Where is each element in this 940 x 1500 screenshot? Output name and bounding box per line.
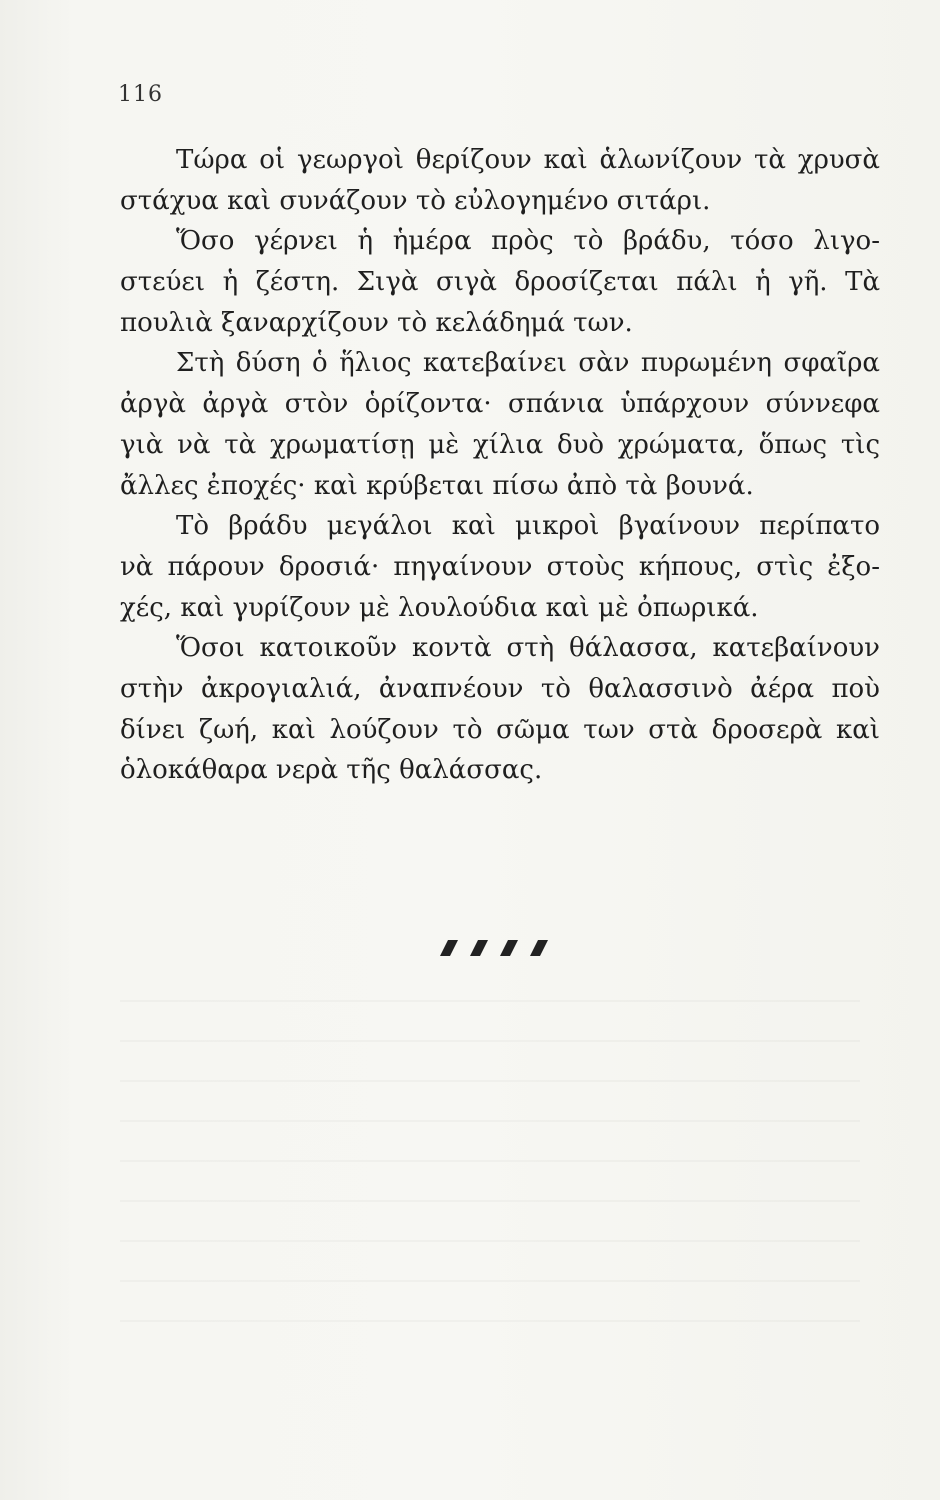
text-line: στὴν ἀκρογιαλιά, ἀναπνέουν τὸ θαλασσινὸ ἀέρα ποὺ xyxy=(120,673,880,704)
show-through-line xyxy=(120,1280,860,1282)
text-line: δίνει ζωή, καὶ λούζουν τὸ σῶμα των στὰ δροσερὰ καὶ xyxy=(120,714,880,745)
text-line: στάχυα καὶ συνάζουν τὸ εὐλογημένο σιτάρι. xyxy=(120,185,711,216)
text-line: χές, καὶ γυρίζουν μὲ λουλούδια καὶ μὲ ὀπωρικά. xyxy=(120,592,759,623)
show-through-line xyxy=(120,1320,860,1322)
show-through-line xyxy=(120,1160,860,1162)
text-line: νὰ πάρουν δροσιά· πηγαίνουν στοὺς κήπους, στὶς ἐξο- xyxy=(120,551,880,582)
text-line: στεύει ἡ ζέστη. Σιγὰ σιγὰ δροσίζεται πάλι ἡ γῆ. Τὰ xyxy=(120,267,880,298)
text-line: Στὴ δύση ὁ ἥλιος κατεβαίνει σὰν πυρωμένη σφαῖρα xyxy=(176,348,880,379)
show-through-line xyxy=(120,1040,860,1042)
text-line: ὁλοκάθαρα νερὰ τῆς θαλάσσας. xyxy=(120,755,543,786)
text-line: πουλιὰ ξαναρχίζουν τὸ κελάδημά των. xyxy=(120,307,633,338)
show-through-line xyxy=(120,1120,860,1122)
text-line: ἄλλες ἐποχές· καὶ κρύβεται πίσω ἀπὸ τὰ βουνά. xyxy=(120,470,754,501)
text-line: Ὅσοι κατοικοῦν κοντὰ στὴ θάλασσα, κατεβαίνουν xyxy=(176,633,880,664)
show-through-line xyxy=(120,1240,860,1242)
text-line: γιὰ νὰ τὰ χρωματίσῃ μὲ χίλια δυὸ χρώματα, ὅπως τὶς xyxy=(120,429,880,460)
text-line: ἀργὰ ἀργὰ στὸν ὁρίζοντα· σπάνια ὑπάρχουν σύννεφα xyxy=(120,389,880,420)
body-text xyxy=(120,140,880,791)
text-line: Τώρα οἱ γεωργοὶ θερίζουν καὶ ἁλωνίζουν τὰ χρυσὰ xyxy=(176,145,880,175)
text-line: Ὅσο γέρνει ἡ ἡμέρα πρὸς τὸ βράδυ, τόσο λιγο- xyxy=(176,226,880,257)
section-divider-ornament xyxy=(436,936,556,960)
show-through-line xyxy=(120,1200,860,1202)
show-through-line xyxy=(120,1000,860,1002)
text-line: Τὸ βράδυ μεγάλοι καὶ μικροὶ βγαίνουν περίπατο xyxy=(176,511,880,542)
show-through-line xyxy=(120,1080,860,1082)
page-number: 116 xyxy=(118,82,163,107)
